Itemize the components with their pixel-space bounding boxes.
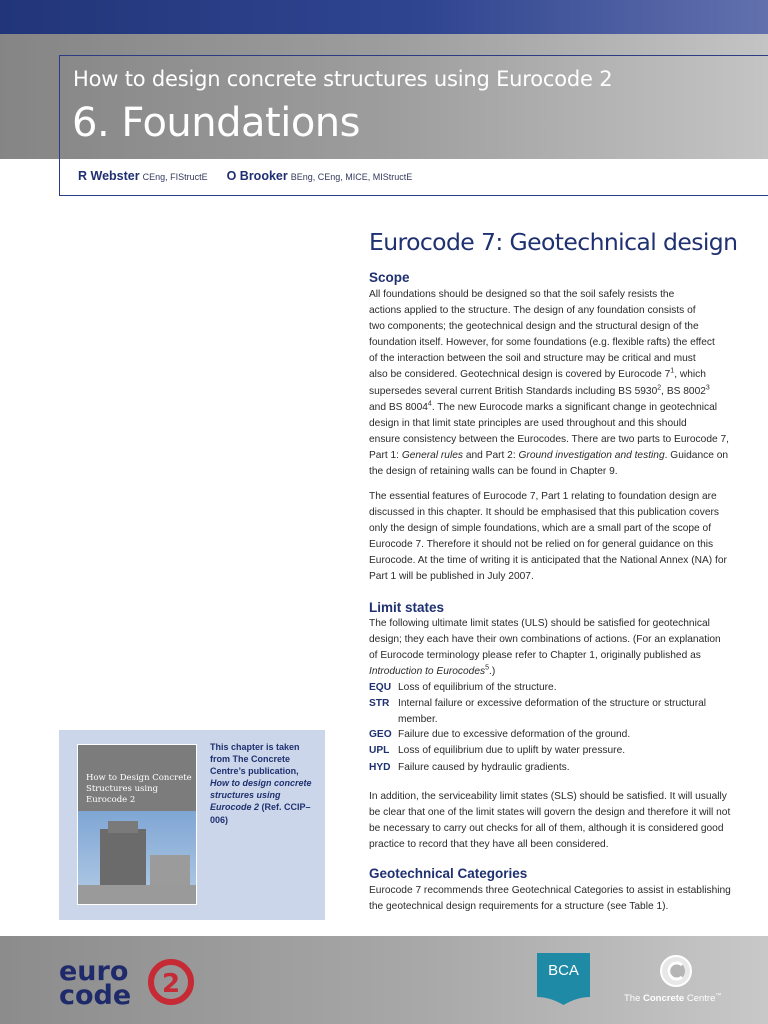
- limit-state-code: UPL: [369, 745, 390, 756]
- limit-state-description: Loss of equilibrium of the structure.: [398, 682, 557, 693]
- scope-heading: Scope: [369, 270, 410, 285]
- scope-paragraph-1: All foundations should be designed so that the soil safely resists the actions applied to the structure. The design of any foundation consists of two components; the geotechnical design and the structural design of the foundation itself. However, for some foundations (e.g. flexible rafts) the effect of the interaction between the soil and structure may be critical and must also be considered. Geotechnical design is covered by Eurocode $7^1$, which supersedes several current British Standards including BS 5930$^2$, BS 8002$^3$ and BS 8004$^4$. The new Eurocode marks a significant change in geotechnical design in that limit state principles are used throughout and this should ensure consistency between the Eurocodes. There are two parts to Eurocode 7, Part 1: General rules and Part 2: Ground investigation and testing. Guidance on the design of retaining walls can be found in Chapter 9.: [369, 289, 729, 478]
- limit-state-code: GEO: [369, 729, 392, 740]
- concrete-centre-logo-text: The Concrete Centre™: [624, 993, 722, 1005]
- promo-text: This chapter is taken from The Concrete Centre’s publication, How to design concrete structures using Eurocode 2 (Ref. CCIP–006): [210, 742, 312, 825]
- limit-state-item: [369, 680, 731, 696]
- top-color-band: [0, 0, 768, 34]
- concrete-centre-logo-icon: [655, 954, 697, 988]
- svg-text:BCA: BCA: [548, 962, 579, 979]
- cover-logos: [78, 885, 197, 905]
- author-line: [78, 169, 412, 183]
- limit-states-heading: Limit states: [369, 600, 445, 615]
- svg-text:euro: euro: [59, 958, 129, 987]
- limit-state-code: HYD: [369, 762, 391, 773]
- limit-state-item: [369, 760, 731, 776]
- limit-state-description: Internal failure or excessive deformation of the structure or structural member.: [398, 698, 707, 725]
- geotechnical-categories-paragraph: Eurocode 7 recommends three Geotechnical Categories to assist in establishing the geotechnical design requirements for a structure (see Table 1).: [369, 885, 731, 913]
- author-qualifications: BEng, CEng, MICE, MIStructE: [290, 172, 413, 182]
- building-photo: [78, 811, 197, 885]
- limit-state-description: Failure caused by hydraulic gradients.: [398, 762, 570, 773]
- limit-state-description: Failure due to excessive deformation of the ground.: [398, 729, 631, 740]
- svg-text:2: 2: [162, 969, 181, 999]
- geotechnical-categories-heading: Geotechnical Categories: [369, 866, 528, 881]
- eurocode2-logo: [59, 958, 209, 1008]
- cover-title: How to Design Concrete Structures using Eurocode 2: [86, 773, 192, 805]
- svg-text:code: code: [59, 980, 132, 1008]
- limit-state-item: [369, 743, 731, 759]
- publication-cover-image[interactable]: [77, 744, 197, 905]
- author-name: R Webster: [78, 169, 140, 183]
- bca-logo: [537, 953, 590, 1005]
- limit-states-intro: The following ultimate limit states (ULS) should be satisfied for geotechnical design; they each have their own combinations of actions. (For an explanation of Eurocode terminology please refer to Chapter 1, originally published as Introduction to Eurocodes$^5$.): [369, 618, 721, 678]
- author-qualifications: CEng, FIStructE: [142, 172, 208, 182]
- limit-state-description: Loss of equilibrium due to uplift by water pressure.: [398, 745, 626, 756]
- chapter-title: 6. Foundations: [72, 100, 360, 146]
- series-title: How to design concrete structures using Eurocode 2: [73, 67, 613, 91]
- limit-state-code: EQU: [369, 682, 392, 693]
- limit-state-code: STR: [369, 698, 390, 709]
- limit-state-item: [369, 727, 731, 743]
- scope-paragraph-2: The essential features of Eurocode 7, Part 1 relating to foundation design are discussed in this chapter. It should be emphasised that this publication covers only the design of simple foundations, which are a small part of the scope of Eurocode 7. Therefore it should not be relied on for general guidance on this Eurocode. At the time of writing it is anticipated that the National Annex (NA) for Part 1 will be published in July 2007.: [369, 491, 727, 583]
- limit-state-item: [369, 696, 731, 728]
- section-heading: Eurocode 7: Geotechnical design: [369, 228, 738, 256]
- author-name: O Brooker: [226, 169, 288, 183]
- limit-states-paragraph-2: In addition, the serviceability limit states (SLS) should be satisfied. It will usually be clear that one of the limit states will govern the design and therefore it will not be necessary to carry out checks for all of them, although it is considered good practice to record that they have all been considered.: [369, 791, 731, 851]
